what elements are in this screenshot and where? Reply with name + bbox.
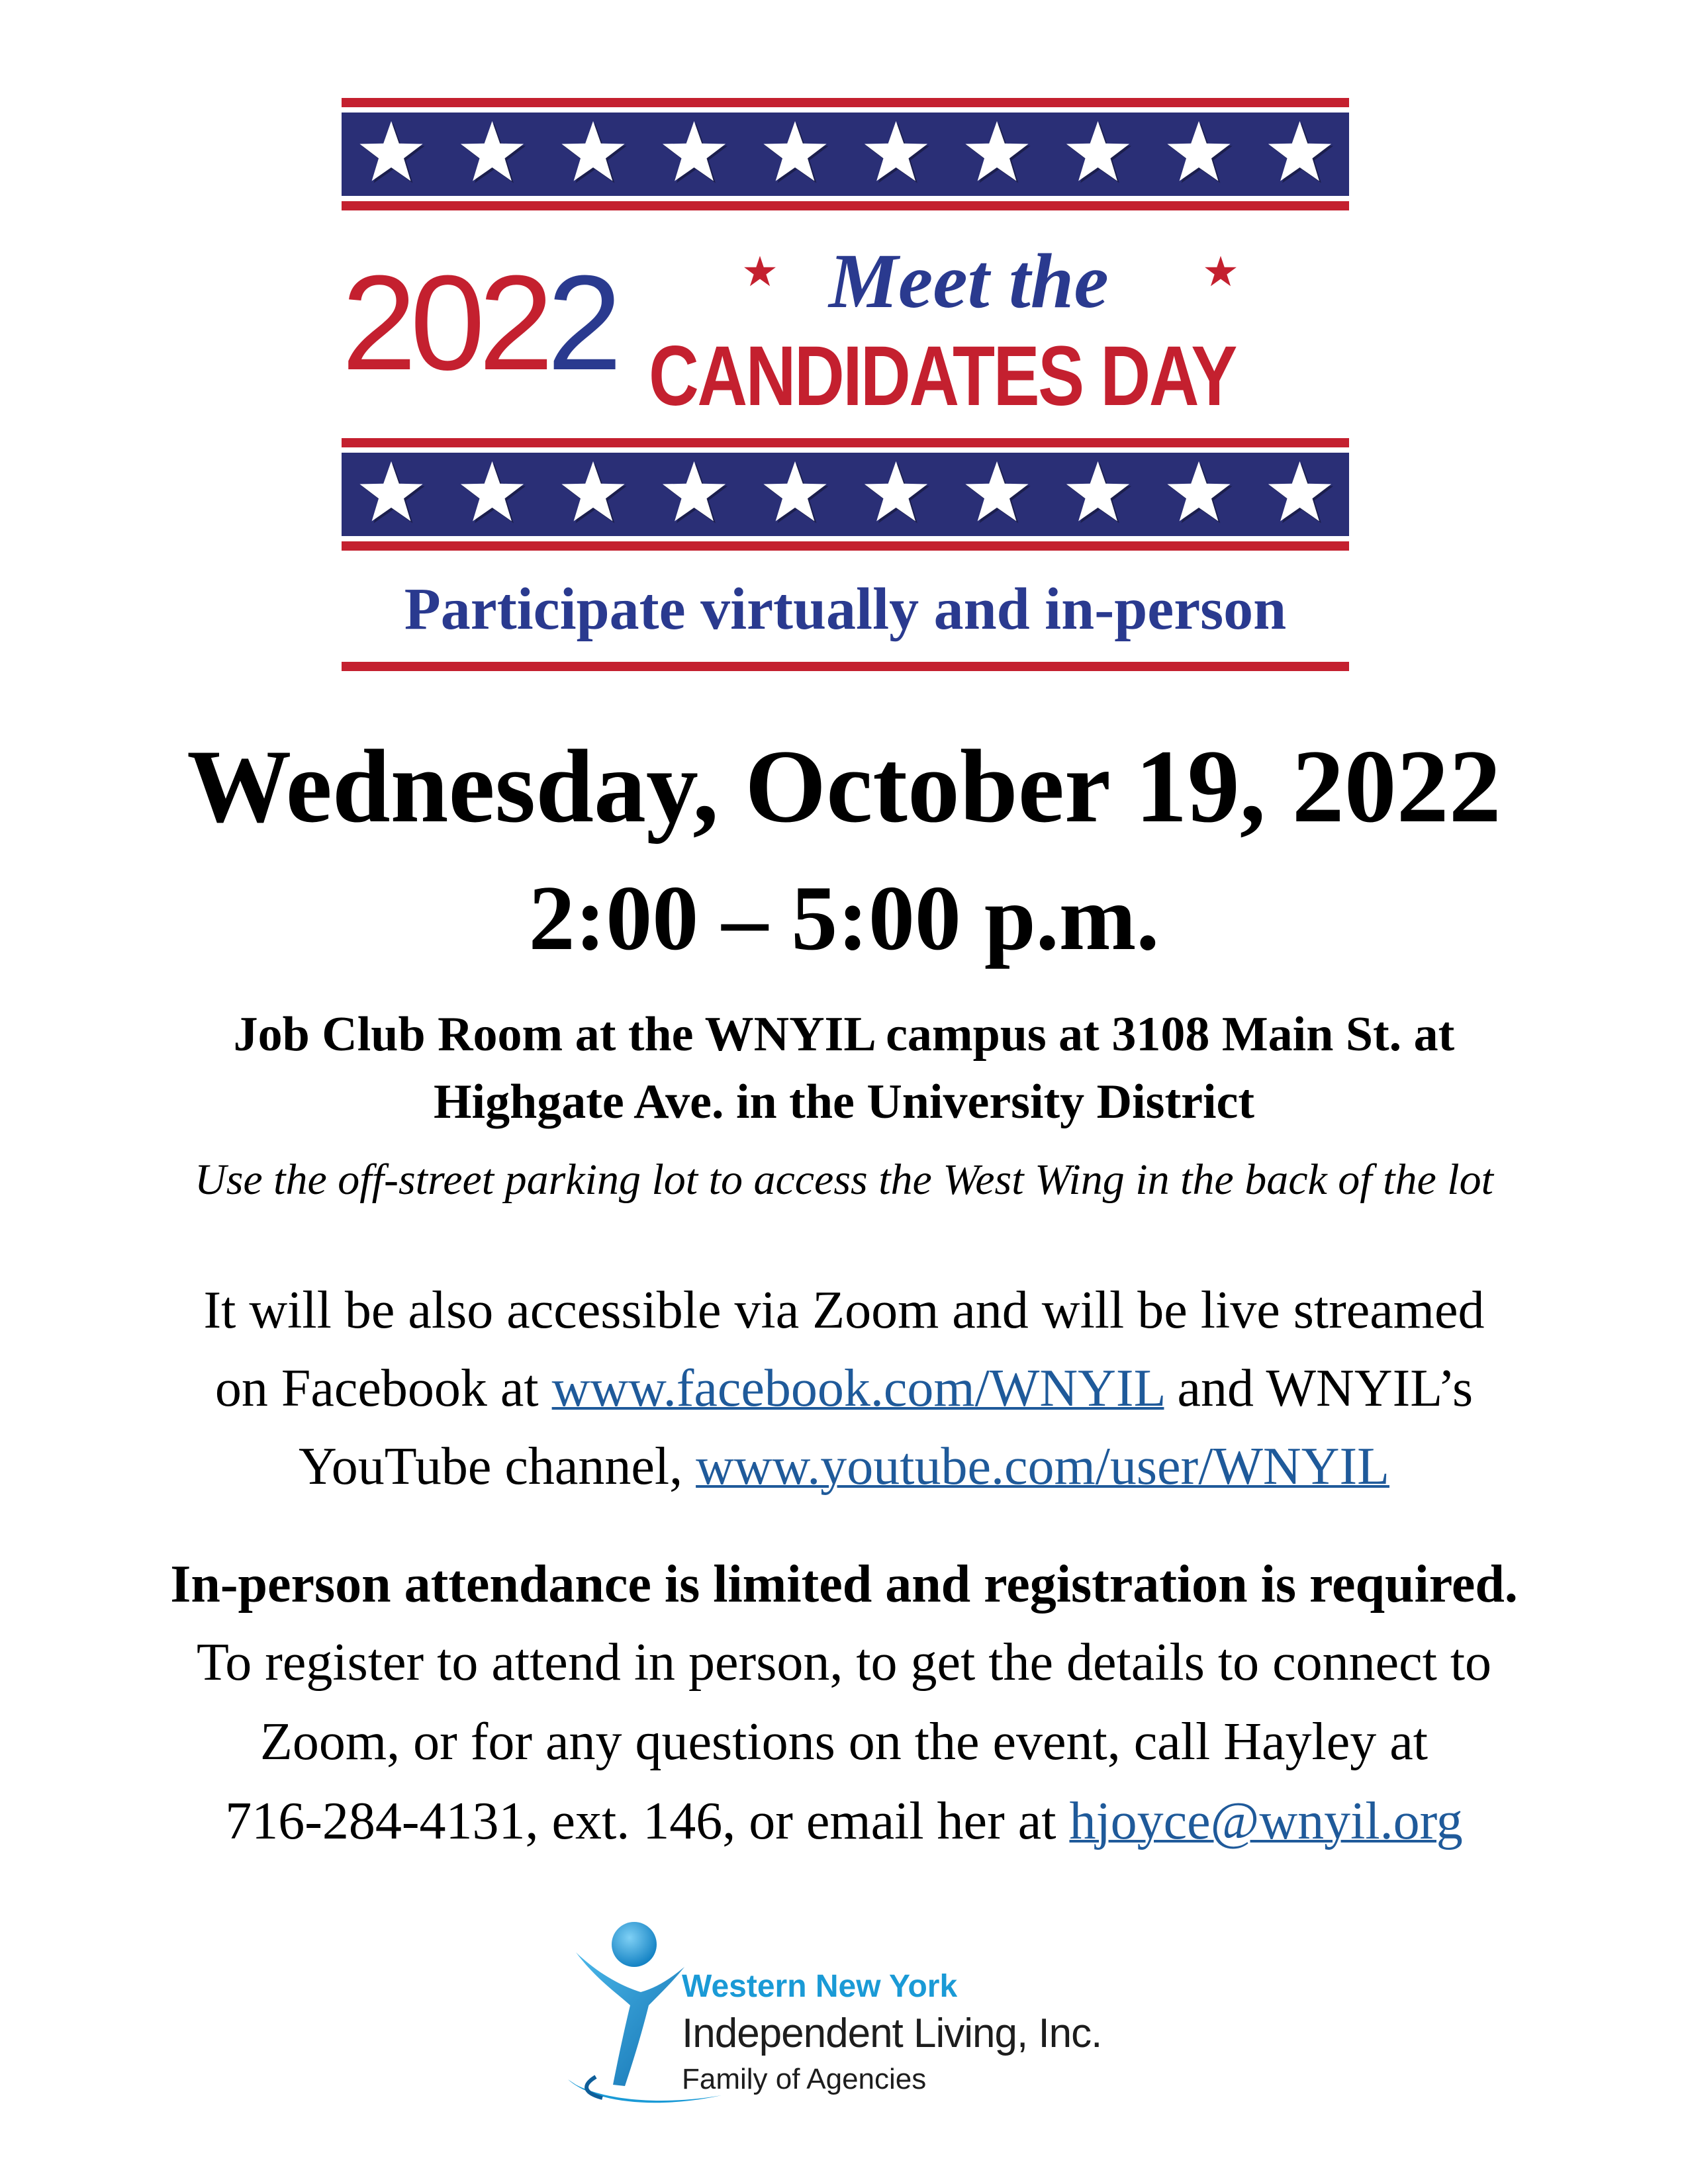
participate-red-underline (342, 662, 1349, 671)
bottom-red-stripe-lower (342, 541, 1349, 551)
meet-the-text: Meet the (829, 238, 1109, 324)
streaming-line3 (0, 1437, 1688, 1496)
white-star-icon (663, 461, 726, 522)
star-row-icon (342, 113, 1349, 196)
event-location-line1: Job Club Room at the WNYIL campus at 3108 Main St. at (233, 1007, 1455, 1062)
white-star-icon (359, 461, 422, 522)
event-time: 2:00 – 5:00 p.m. (528, 867, 1160, 970)
red-star-icon (743, 254, 777, 289)
top-red-stripe-lower (342, 201, 1349, 210)
year-title: 2022 (342, 248, 616, 398)
registration-line3-pre: 716-284-4131, ext. 146, or email her at (225, 1792, 1070, 1850)
red-star-icon (1203, 254, 1238, 289)
white-star-icon (1066, 461, 1129, 522)
streaming-line2-pre: on Facebook at (214, 1359, 552, 1418)
registration-line3 (0, 1792, 1688, 1850)
registration-notice: In-person attendance is limited and registration is required. (170, 1555, 1518, 1614)
streaming-line1: It will be also accessible via Zoom and will be live streamed (203, 1281, 1485, 1340)
top-red-stripe (342, 98, 1349, 107)
candidates-day-title: CANDIDATES DAY (649, 329, 1236, 424)
facebook-link[interactable]: www.facebook.com/WNYIL (551, 1359, 1164, 1418)
youtube-link[interactable]: www.youtube.com/user/WNYIL (696, 1437, 1389, 1496)
white-star-icon (1167, 461, 1230, 522)
streaming-line2 (0, 1359, 1688, 1418)
streaming-line2-post: and WNYIL’s (1164, 1359, 1474, 1418)
white-star-icon (865, 121, 927, 181)
star-row-icon (342, 453, 1349, 536)
white-star-icon (965, 461, 1028, 522)
white-star-icon (359, 121, 422, 181)
white-star-icon (763, 461, 826, 522)
white-star-icon (561, 461, 624, 522)
white-star-icon (865, 461, 927, 522)
event-date: Wednesday, October 19, 2022 (187, 729, 1501, 844)
logo-line3: Family of Agencies (682, 2063, 927, 2095)
streaming-line3-pre: YouTube channel, (299, 1437, 696, 1496)
logo-line1: Western New York (682, 1969, 958, 2004)
white-star-icon (1167, 121, 1230, 181)
bottom-red-stripe (342, 438, 1349, 447)
parking-note: Use the off-street parking lot to access the West Wing in the back of the lot (195, 1156, 1493, 1204)
logo-line2: Independent Living, Inc. (682, 2011, 1102, 2056)
wnyil-logo (556, 1906, 1152, 2118)
registration-line1: To register to attend in person, to get the details to connect to (196, 1633, 1492, 1692)
bottom-star-band (342, 453, 1349, 536)
top-star-banner (342, 98, 1349, 221)
white-star-icon (1268, 461, 1331, 522)
white-star-icon (663, 121, 726, 181)
white-star-icon (763, 121, 826, 181)
event-location-line2: Highgate Ave. in the University District (433, 1075, 1254, 1129)
top-star-band (342, 113, 1349, 196)
white-star-icon (461, 461, 524, 522)
white-star-icon (461, 121, 524, 181)
white-star-icon (965, 121, 1028, 181)
registration-line2: Zoom, or for any questions on the event, call Hayley at (260, 1713, 1428, 1771)
email-link[interactable]: hjoyce@wnyil.org (1069, 1792, 1463, 1850)
white-star-icon (1066, 121, 1129, 181)
participate-subtitle: Participate virtually and in-person (404, 576, 1287, 642)
bottom-star-banner (342, 438, 1349, 561)
white-star-icon (561, 121, 624, 181)
white-star-icon (1268, 121, 1331, 181)
